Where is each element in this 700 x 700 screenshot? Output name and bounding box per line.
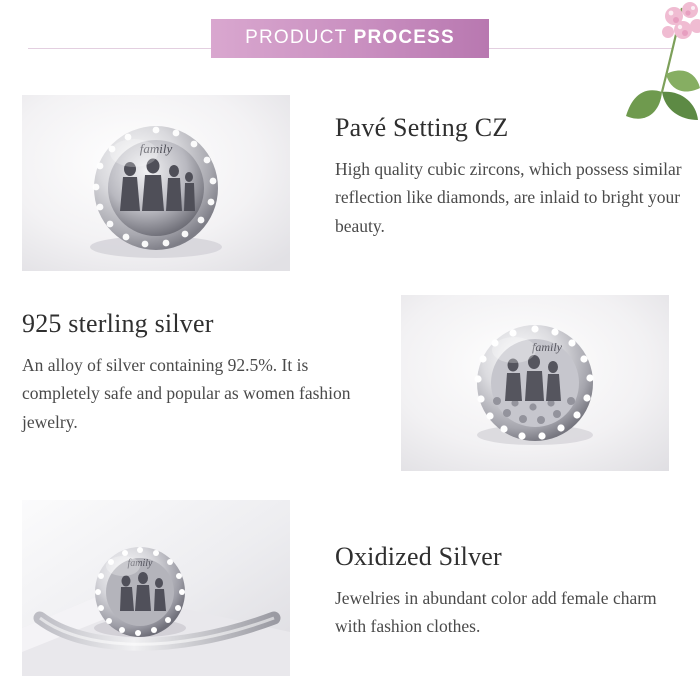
header-rule-right xyxy=(472,48,672,49)
header-rule-left xyxy=(28,48,228,49)
section-oxidized-silver xyxy=(22,500,690,676)
svg-text:family: family xyxy=(139,141,173,156)
section-body-sterling: An alloy of silver containing 92.5%. It is completely safe and popular as women fashion jewelry. xyxy=(22,355,351,432)
svg-text:family: family xyxy=(127,558,153,569)
page-header xyxy=(0,0,700,72)
banner-label-bold: PROCESS xyxy=(353,26,455,48)
text-block-sterling xyxy=(22,295,389,471)
product-image-oxidized xyxy=(22,500,290,676)
banner-label-light: PRODUCT xyxy=(245,26,354,48)
section-banner xyxy=(211,19,489,58)
text-block-pave xyxy=(290,95,690,271)
svg-text:family: family xyxy=(532,340,562,354)
section-body-pave: High quality cubic zircons, which possess similar reflection like diamonds, are inlaid to bright your beauty. xyxy=(335,159,682,236)
section-title-sterling: 925 sterling silver xyxy=(22,309,214,338)
section-title-pave: Pavé Setting CZ xyxy=(335,113,509,142)
product-image-sterling xyxy=(401,295,669,471)
section-pave-setting-cz xyxy=(22,95,690,271)
product-image-pave xyxy=(22,95,290,271)
section-925-sterling-silver xyxy=(22,295,669,471)
section-title-oxidized: Oxidized Silver xyxy=(335,542,502,571)
text-block-oxidized xyxy=(290,500,690,676)
section-body-oxidized: Jewelries in abundant color add female charm with fashion clothes. xyxy=(335,588,657,637)
